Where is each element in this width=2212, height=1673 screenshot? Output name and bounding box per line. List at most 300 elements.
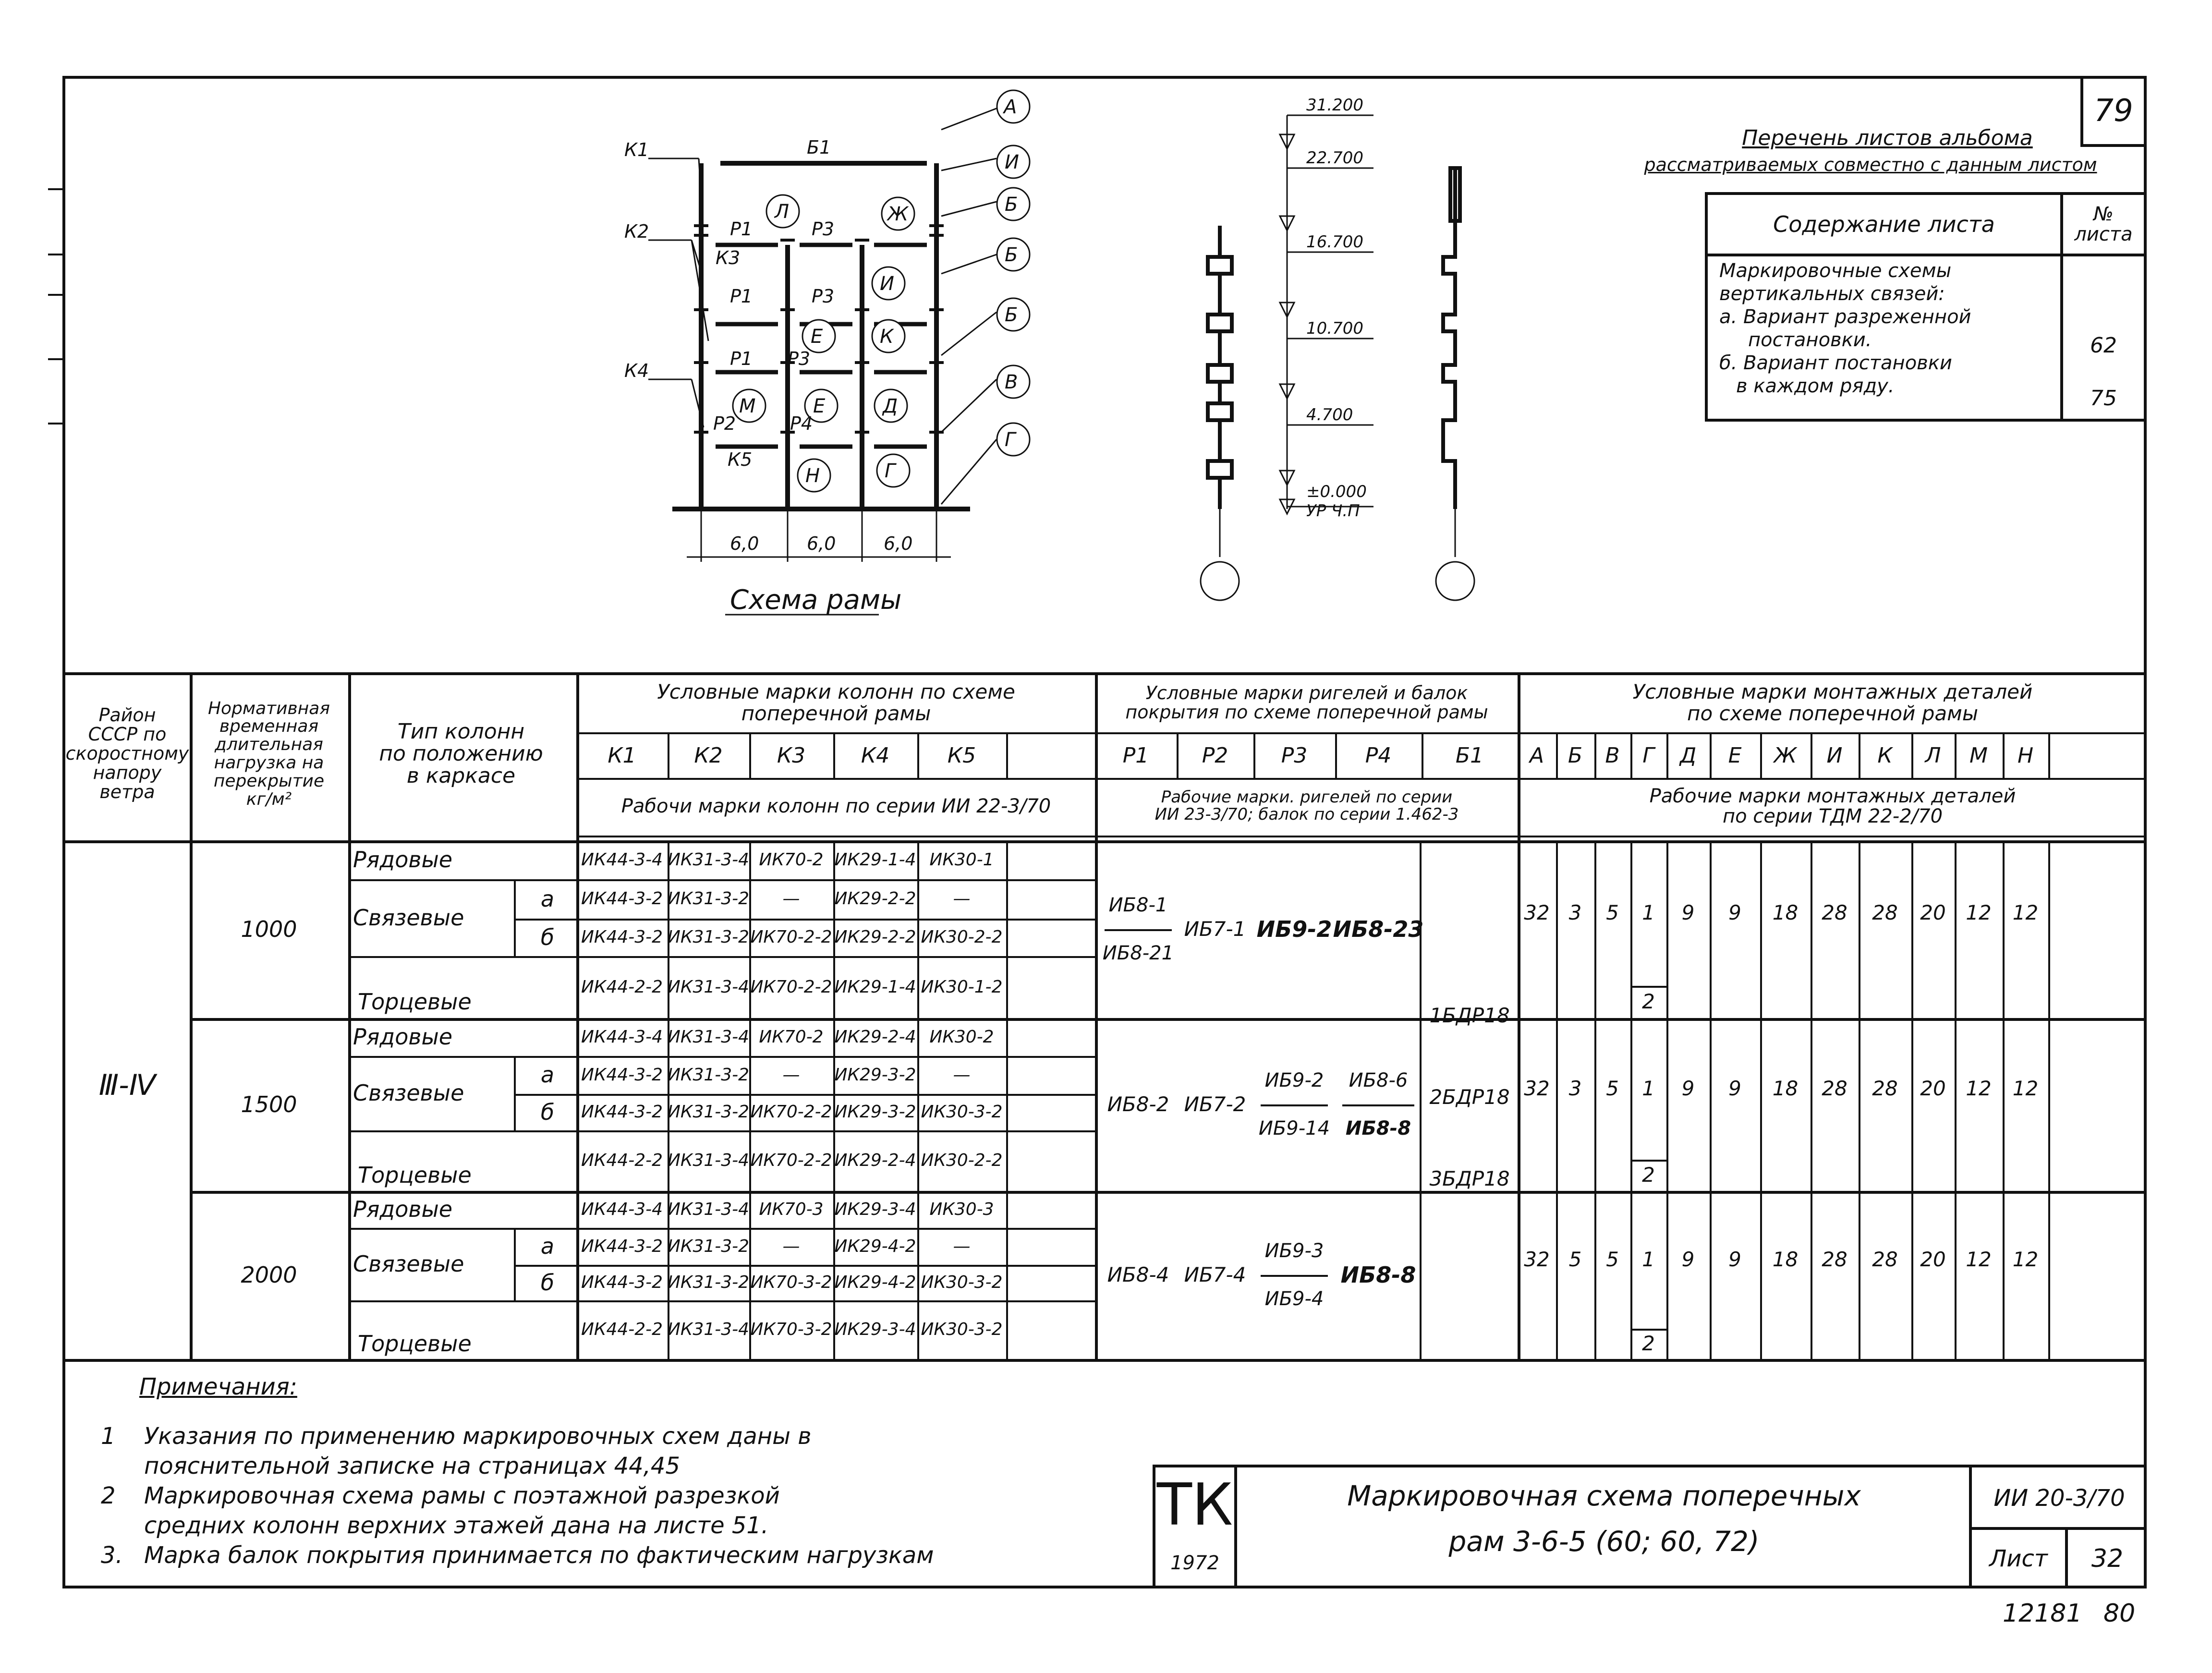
note-item — [101, 1421, 1109, 1451]
detail-count: 18 — [1772, 1248, 1799, 1272]
note-number: 3. — [101, 1542, 123, 1569]
column-work-mark: ИК31-3-4 — [667, 1027, 750, 1047]
detail-count: 32 — [1524, 1248, 1550, 1272]
variant-b: б — [540, 1099, 555, 1125]
node-zh: Ж — [887, 203, 909, 225]
column-work-mark: ИК31-3-2 — [667, 889, 750, 909]
beam-p4: ИБ8-6 — [1349, 1069, 1408, 1091]
node-b: Б — [1005, 244, 1018, 266]
detail-count: 20 — [1920, 1077, 1946, 1101]
text-line: в каркасе — [406, 764, 516, 788]
column-work-mark: ИК44-3-4 — [581, 849, 663, 870]
column-work-mark: ИК29-2-4 — [834, 1151, 916, 1171]
margin-tick — [48, 254, 62, 255]
beam-p3: ИБ9-2 — [1256, 916, 1332, 942]
table-rule — [348, 1056, 576, 1058]
label-p1: Р1 — [730, 348, 753, 369]
detail-count: 5 — [1606, 1077, 1619, 1101]
detail-count: 12 — [2012, 1248, 2039, 1272]
column-mark: К5 — [947, 743, 976, 768]
type-brace-label: Связевые — [353, 1251, 464, 1277]
table-rule — [514, 879, 516, 956]
column-work-mark: ИК70-2-2 — [750, 927, 832, 947]
variant-a: а — [540, 1062, 555, 1088]
label-b1: Б1 — [807, 137, 831, 158]
detail-mark: Ж — [1774, 743, 1797, 768]
label-p3: Р3 — [788, 348, 811, 369]
stamp-year: 1972 — [1170, 1552, 1219, 1574]
beam-p2: ИБ7-1 — [1184, 917, 1246, 941]
table-rule — [514, 1265, 576, 1267]
detail-count: 32 — [1524, 901, 1550, 925]
column-work-mark: ИК29-3-2 — [834, 1065, 916, 1085]
text-line: по положению — [379, 741, 543, 766]
header-details — [1520, 675, 2145, 730]
text-line: Условные марки колонн по схеме — [657, 680, 1015, 704]
type-end-label: Торцевые — [358, 1162, 472, 1188]
detail-count: 1 — [1642, 1077, 1655, 1101]
label-p1: Р1 — [730, 286, 753, 307]
column-work-mark: ИК30-3-2 — [921, 1320, 1003, 1340]
node-n: Н — [805, 465, 820, 487]
column-work-mark: ИК70-2 — [759, 849, 824, 870]
span-2: 6,0 — [807, 533, 836, 554]
detail-count: 12 — [1966, 1077, 1992, 1101]
node-k: К — [880, 326, 894, 348]
column-work-mark: ИК30-1 — [929, 849, 994, 870]
column-work-mark: ИК30-3-2 — [921, 1102, 1003, 1122]
column-work-mark: ИК31-3-2 — [667, 927, 750, 947]
column-work-mark: ИК44-3-2 — [581, 1102, 663, 1122]
note-item — [101, 1451, 1109, 1481]
beam-mark: Б1 — [1455, 743, 1484, 768]
detail-count: 28 — [1822, 1248, 1847, 1272]
detail-count: 2 — [1642, 1163, 1655, 1187]
node-a: А — [1004, 96, 1017, 118]
table-rule — [1105, 929, 1172, 931]
column-work-mark: ИК29-1-4 — [834, 849, 916, 870]
table-rule — [1006, 732, 1008, 778]
column-mark: К3 — [777, 743, 806, 768]
note-text: Указания по применению маркировочных схем даны в — [144, 1423, 812, 1450]
type-brace-label: Связевые — [353, 1080, 464, 1106]
detail-count: 12 — [1966, 901, 1992, 925]
type-brace-label: Связевые — [353, 904, 464, 931]
detail-mark: Б — [1568, 743, 1583, 768]
header-details-work — [1520, 780, 2145, 833]
table-rule — [514, 1094, 576, 1096]
detail-count: 28 — [1872, 1077, 1898, 1101]
text-line: по схеме поперечной рамы — [1687, 701, 1978, 725]
beam-mark: Р4 — [1365, 743, 1392, 768]
beam-b1: 2БДР18 — [1429, 1085, 1510, 1109]
column-work-mark: ИК29-4-2 — [834, 1273, 916, 1293]
margin-tick — [48, 358, 62, 360]
column-work-mark: — — [953, 1236, 971, 1256]
column-work-mark: ИК44-3-2 — [581, 1065, 663, 1085]
beam-b1: 1БДР18 — [1429, 1003, 1510, 1027]
detail-count: 9 — [1681, 901, 1695, 925]
header-columns-work: Рабочи марки колонн по серии ИИ 22-3/70 — [621, 795, 1051, 817]
column-work-mark: ИК31-3-4 — [667, 1199, 750, 1219]
table-rule — [348, 1228, 576, 1230]
column-work-mark: ИК44-2-2 — [581, 1151, 663, 1171]
note-number: 1 — [101, 1423, 116, 1450]
beam-p3: ИБ9-3 — [1264, 1240, 1324, 1262]
note-item — [101, 1511, 1109, 1540]
detail-count: 9 — [1681, 1248, 1695, 1272]
table-rule — [1342, 1104, 1414, 1106]
column-work-mark: ИК29-3-4 — [834, 1320, 916, 1340]
span-1: 6,0 — [730, 533, 759, 554]
text-line: Нормативная — [207, 698, 330, 718]
detail-count: 18 — [1772, 901, 1799, 925]
beam-p3: ИБ9-4 — [1264, 1288, 1324, 1310]
detail-count: 2 — [1642, 1332, 1655, 1356]
detail-count: 20 — [1920, 1248, 1946, 1272]
text-line: перекрытие — [213, 771, 325, 791]
table-rule — [1006, 840, 1008, 1359]
detail-count: 3 — [1568, 901, 1582, 925]
level-1: 31.200 — [1306, 96, 1363, 115]
variant-a: а — [540, 1233, 555, 1260]
text-line: ИИ 23-3/70; балок по серии 1.462-3 — [1155, 805, 1459, 824]
table-rule — [2048, 732, 2050, 778]
node-i: И — [1005, 151, 1019, 173]
text-line: Условные марки монтажных деталей — [1632, 680, 2033, 704]
label-k3: К3 — [716, 247, 741, 268]
table-rule — [514, 1056, 516, 1130]
note-number: 2 — [101, 1482, 116, 1509]
label-p1: Р1 — [730, 218, 753, 240]
load-value: 1000 — [241, 916, 297, 942]
detail-count: 5 — [1568, 1248, 1582, 1272]
beam-p1: ИБ8-21 — [1102, 942, 1174, 964]
column-work-mark: ИК30-2 — [929, 1027, 994, 1047]
album-list-line: в каждом ряду. — [1736, 375, 1895, 397]
frame-scheme — [596, 82, 1100, 634]
load-value: 1500 — [241, 1091, 297, 1117]
text-line: СССР по — [88, 724, 167, 745]
column-work-mark: ИК30-3-2 — [921, 1273, 1003, 1293]
text-line: по серии ТДМ 22-2/70 — [1722, 805, 1943, 827]
detail-count: 12 — [2012, 901, 2039, 925]
text-line: покрытия по схеме поперечной рамы — [1125, 701, 1488, 723]
table-rule — [348, 1300, 576, 1302]
node-v: В — [1005, 371, 1018, 393]
table-rule — [576, 836, 2147, 837]
level-3: 16.700 — [1306, 232, 1363, 252]
column-work-mark: ИК70-3 — [759, 1199, 824, 1219]
note-text: Маркировочная схема рамы с поэтажной разрезкой — [144, 1482, 780, 1509]
album-list-line: постановки. — [1748, 329, 1872, 351]
text-line: Тип колонн — [397, 719, 525, 744]
detail-count: 20 — [1920, 901, 1946, 925]
level-4: 10.700 — [1306, 319, 1363, 338]
column-work-mark: ИК30-3 — [929, 1199, 994, 1219]
page-number: 79 — [2094, 93, 2133, 129]
column-work-mark: ИК44-3-2 — [581, 889, 663, 909]
span-3: 6,0 — [884, 533, 913, 554]
detail-mark: Е — [1728, 743, 1742, 768]
note-item — [101, 1481, 1109, 1511]
text-line: Рабочие марки монтажных деталей — [1649, 785, 2016, 807]
beam-b1: 3БДР18 — [1429, 1166, 1510, 1190]
node-m: М — [739, 395, 756, 417]
detail-count: 1 — [1642, 1248, 1655, 1272]
label-k1: К1 — [624, 139, 649, 160]
level-5: 4.700 — [1306, 405, 1353, 424]
footer-inventory: 12181 — [2003, 1599, 2082, 1628]
beam-p4: ИБ8-8 — [1345, 1117, 1411, 1140]
node-g: Г — [1005, 429, 1016, 451]
node-i: И — [880, 273, 894, 295]
note-text: пояснительной записке на страницах 44,45 — [144, 1453, 680, 1479]
stamp-logo: ТК — [1156, 1472, 1233, 1539]
column-work-mark: ИК30-1-2 — [921, 977, 1003, 997]
column-work-mark: ИК44-3-4 — [581, 1199, 663, 1219]
column-work-mark: — — [782, 1236, 800, 1256]
album-list-entries — [1719, 259, 2055, 398]
margin-tick — [48, 188, 62, 190]
stamp-sheet-no: 32 — [2091, 1544, 2124, 1573]
header-beams — [1098, 675, 1516, 730]
region-value: Ⅲ-Ⅳ — [98, 1068, 156, 1102]
label-k2: К2 — [624, 221, 649, 242]
column-work-mark: ИК31-3-2 — [667, 1273, 750, 1293]
detail-count: 5 — [1606, 901, 1619, 925]
stamp-title-line1: Маркировочная схема поперечных — [1347, 1479, 1861, 1512]
column-mark: К4 — [861, 743, 890, 768]
label-p3: Р3 — [812, 218, 835, 240]
column-work-mark: ИК70-2-2 — [750, 977, 832, 997]
beam-p3: ИБ9-2 — [1264, 1069, 1324, 1091]
label-p3: Р3 — [812, 286, 835, 307]
scheme-title: Схема рамы — [730, 584, 902, 616]
header-load — [192, 675, 346, 833]
variant-b: б — [540, 1269, 555, 1296]
header-beams-work — [1098, 780, 1516, 833]
column-work-mark: ИК31-3-4 — [667, 1151, 750, 1171]
detail-count: 5 — [1606, 1248, 1619, 1272]
margin-tick — [48, 294, 62, 296]
text-line: кг/м² — [246, 789, 292, 809]
load-value: 2000 — [241, 1261, 297, 1288]
table-rule — [62, 1359, 2147, 1362]
text-line: нагрузка на — [214, 753, 324, 773]
level-2: 22.700 — [1306, 148, 1363, 168]
label-p2: Р2 — [713, 413, 736, 434]
node-g: Г — [885, 460, 896, 482]
node-e: Е — [813, 395, 826, 417]
beam-p1: ИБ8-1 — [1108, 894, 1168, 916]
node-l: Л — [775, 201, 790, 223]
album-list-subtitle: рассматриваемых совместно с данным листом — [1644, 154, 2097, 176]
node-b: Б — [1005, 304, 1018, 326]
margin-tick — [48, 423, 62, 424]
note-item — [101, 1540, 1109, 1570]
section-drawing — [1172, 86, 1508, 624]
beam-p2: ИБ7-4 — [1184, 1262, 1246, 1286]
column-work-mark: ИК29-3-4 — [834, 1199, 916, 1219]
text-line: длительная — [215, 735, 323, 755]
note-text: средних колонн верхних этажей дана на листе 51. — [144, 1512, 769, 1539]
column-work-mark: ИК44-3-2 — [581, 1236, 663, 1256]
detail-count: 9 — [1681, 1077, 1695, 1101]
album-list-header-no: № листа — [2074, 203, 2133, 245]
column-work-mark: ИК31-3-4 — [667, 977, 750, 997]
text-line: напору — [93, 762, 162, 783]
detail-mark: Д — [1679, 743, 1697, 768]
beam-p2: ИБ7-2 — [1184, 1092, 1246, 1116]
column-work-mark: ИК29-2-2 — [834, 927, 916, 947]
column-work-mark: ИК70-2-2 — [750, 1102, 832, 1122]
text-line: Рабочие марки. ригелей по серии — [1161, 788, 1453, 807]
detail-count: 28 — [1822, 901, 1847, 925]
text-line: поперечной рамы — [741, 701, 931, 725]
type-row-label: Рядовые — [353, 1196, 453, 1223]
column-work-mark: — — [953, 1065, 971, 1085]
album-list-line: вертикальных связей: — [1719, 283, 1945, 305]
column-work-mark: ИК70-2 — [759, 1027, 824, 1047]
beam-p4: ИБ8-8 — [1340, 1261, 1416, 1288]
variant-a: а — [540, 885, 555, 912]
type-row-label: Рядовые — [353, 847, 453, 873]
label-k4: К4 — [624, 360, 649, 381]
ground-label: УР Ч.П — [1306, 501, 1360, 521]
column-work-mark: ИК30-2-2 — [921, 927, 1003, 947]
type-end-label: Торцевые — [358, 1331, 472, 1357]
column-work-mark: ИК44-3-2 — [581, 927, 663, 947]
beam-p1: ИБ8-2 — [1107, 1092, 1169, 1116]
text-line: Условные марки ригелей и балок — [1145, 682, 1468, 703]
column-work-mark: ИК31-3-4 — [667, 849, 750, 870]
detail-count: 2 — [1642, 990, 1655, 1014]
column-work-mark: ИК44-3-2 — [581, 1273, 663, 1293]
table-rule — [348, 956, 576, 958]
column-work-mark: ИК31-3-2 — [667, 1102, 750, 1122]
detail-count: 12 — [1966, 1248, 1992, 1272]
detail-mark: Н — [2017, 743, 2034, 768]
beam-mark: Р2 — [1202, 743, 1228, 768]
header-column-type — [351, 675, 571, 833]
text-line: ветра — [99, 781, 155, 802]
table-rule — [1261, 1104, 1328, 1106]
column-work-mark: ИК30-2-2 — [921, 1151, 1003, 1171]
table-rule — [348, 879, 576, 881]
detail-count: 9 — [1728, 1248, 1741, 1272]
detail-mark: А — [1529, 743, 1544, 768]
column-work-mark: ИК44-2-2 — [581, 977, 663, 997]
column-mark: К1 — [608, 743, 636, 768]
type-end-label: Торцевые — [358, 989, 472, 1015]
column-work-mark: — — [782, 1065, 800, 1085]
album-list-title: Перечень листов альбома — [1742, 125, 2033, 150]
column-work-mark: ИК31-3-4 — [667, 1320, 750, 1340]
column-work-mark: ИК44-3-4 — [581, 1027, 663, 1047]
beam-p1: ИБ8-4 — [1107, 1262, 1169, 1286]
detail-mark: М — [1969, 743, 1988, 768]
label-k5: К5 — [728, 449, 753, 470]
notes-title: Примечания: — [139, 1373, 297, 1400]
detail-mark: Л — [1925, 743, 1941, 768]
detail-mark: Г — [1642, 743, 1654, 768]
column-work-mark: — — [782, 889, 800, 909]
detail-count: 32 — [1524, 1077, 1550, 1101]
text-line: временная — [219, 716, 319, 737]
detail-count: 28 — [1872, 1248, 1898, 1272]
detail-count: 9 — [1728, 1077, 1741, 1101]
detail-count: 18 — [1772, 1077, 1799, 1101]
stamp-series: ИИ 20-3/70 — [1993, 1484, 2125, 1512]
column-work-mark: ИК44-2-2 — [581, 1320, 663, 1340]
column-work-mark: ИК29-2-4 — [834, 1027, 916, 1047]
detail-count: 28 — [1872, 901, 1898, 925]
node-e: Е — [811, 326, 823, 348]
beam-p4: ИБ8-23 — [1333, 916, 1424, 942]
column-mark: К2 — [694, 743, 723, 768]
stamp-title-line2: рам 3-6-5 (60; 60, 72) — [1448, 1525, 1760, 1558]
beam-mark: Р1 — [1122, 743, 1149, 768]
table-rule — [514, 919, 576, 921]
column-work-mark: ИК70-3-2 — [750, 1320, 832, 1340]
column-work-mark: ИК29-4-2 — [834, 1236, 916, 1256]
header-columns — [579, 675, 1093, 730]
table-rule — [1261, 1275, 1328, 1277]
album-list-header-content: Содержание листа — [1773, 211, 1995, 237]
detail-mark: И — [1826, 743, 1843, 768]
stamp-divider — [1234, 1465, 1237, 1588]
stamp-sheet-label: Лист — [1989, 1545, 2048, 1572]
node-d: Д — [883, 395, 898, 417]
beam-mark: Р3 — [1281, 743, 1308, 768]
detail-mark: В — [1605, 743, 1620, 768]
album-sheet-b: 75 — [2090, 386, 2117, 411]
node-b: Б — [1005, 194, 1018, 216]
detail-count: 12 — [2012, 1077, 2039, 1101]
header-region — [67, 675, 187, 833]
column-work-mark: ИК70-2-2 — [750, 1151, 832, 1171]
album-sheet-a: 62 — [2090, 333, 2117, 358]
column-work-mark: ИК31-3-2 — [667, 1065, 750, 1085]
album-list-line: а. Вариант разреженной — [1719, 306, 1971, 328]
detail-count: 9 — [1728, 901, 1741, 925]
column-work-mark: ИК29-3-2 — [834, 1102, 916, 1122]
table-rule — [348, 1130, 576, 1132]
level-6: ±0.000 — [1306, 482, 1367, 501]
beam-p3: ИБ9-14 — [1258, 1117, 1330, 1140]
table-rule — [2048, 840, 2050, 1359]
text-line: скоростному — [65, 743, 189, 764]
column-work-mark: ИК29-1-4 — [834, 977, 916, 997]
album-list-line: Маркировочные схемы — [1719, 260, 1952, 282]
album-list-line: б. Вариант постановки — [1719, 352, 1952, 374]
column-work-mark: — — [953, 889, 971, 909]
notes-list — [101, 1421, 1109, 1570]
detail-mark: К — [1877, 743, 1893, 768]
album-list-divider — [1705, 254, 2147, 256]
detail-count: 3 — [1568, 1077, 1582, 1101]
detail-count: 1 — [1642, 901, 1655, 925]
table-rule — [514, 1228, 516, 1300]
text-line: Район — [98, 704, 156, 726]
variant-b: б — [540, 924, 555, 950]
column-work-mark: ИК29-2-2 — [834, 889, 916, 909]
column-work-mark: ИК31-3-2 — [667, 1236, 750, 1256]
type-row-label: Рядовые — [353, 1024, 453, 1050]
detail-count: 28 — [1822, 1077, 1847, 1101]
label-p4: Р4 — [790, 413, 813, 434]
